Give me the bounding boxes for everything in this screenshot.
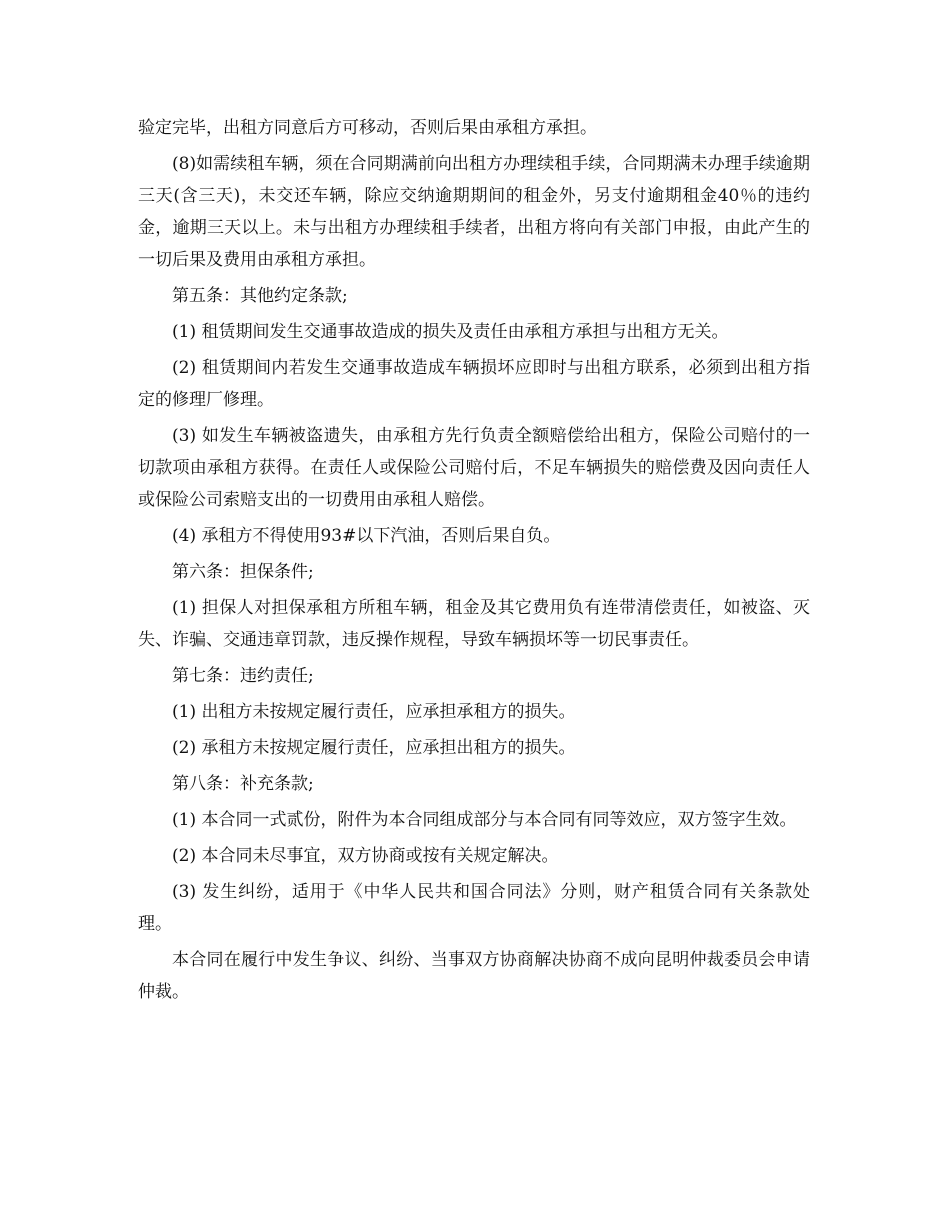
- paragraph-article-7-item-1: (1) 出租方未按规定履行责任，应承担承租方的损失。: [172, 702, 576, 722]
- paragraph-arbitration: 本合同在履行中发生争议、纠纷、当事双方协商解决协商不成向昆明仲裁委员会申请仲裁。: [138, 950, 810, 1002]
- heading-article-6: 第六条：担保条件;: [172, 562, 314, 582]
- document-page: [138, 112, 810, 1012]
- heading-article-5: 第五条：其他约定条款;: [172, 286, 348, 306]
- paragraph-continuation: 验定完毕，出租方同意后方可移动，否则后果由承租方承担。: [138, 118, 597, 138]
- paragraph-article-7-item-2: (2) 承租方未按规定履行责任，应承担出租方的损失。: [172, 738, 576, 758]
- heading-article-7: 第七条：违约责任;: [172, 666, 314, 686]
- paragraph-article-5-item-1: (1) 租赁期间发生交通事故造成的损失及责任由承租方承担与出租方无关。: [172, 322, 729, 342]
- paragraph-article-6-item-1: (1) 担保人对担保承租方所租车辆，租金及其它费用负有连带清偿责任，如被盗、灭失、诈骗、交通违章罚款，违反操作规程，导致车辆损坏等一切民事责任。: [138, 598, 810, 650]
- paragraph-article-8-item-2: (2) 本合同未尽事宜，双方协商或按有关规定解决。: [172, 846, 559, 866]
- paragraph-clause-8: (8)如需续租车辆，须在合同期满前向出租方办理续租手续，合同期满未办理手续逾期三天(含三天)，未交还车辆，除应交纳逾期期间的租金外，另支付逾期租金40％的违约金，逾期三天以上。未与出租方办理续租手续者，出租方将向有关部门申报，由此产生的一切后果及费用由承租方承担。: [138, 154, 810, 270]
- paragraph-article-5-item-3: (3) 如发生车辆被盗遗失，由承租方先行负责全额赔偿给出租方，保险公司赔付的一切款项由承租方获得。在责任人或保险公司赔付后，不足车辆损失的赔偿费及因向责任人或保险公司索赔支出的一切费用由承租人赔偿。: [138, 426, 810, 510]
- paragraph-article-5-item-2: (2) 租赁期间内若发生交通事故造成车辆损坏应即时与出租方联系，必须到出租方指定的修理厂修理。: [138, 358, 810, 410]
- paragraph-article-8-item-1: (1) 本合同一式贰份，附件为本合同组成部分与本合同有同等效应，双方签字生效。: [172, 810, 797, 830]
- paragraph-article-5-item-4: (4) 承租方不得使用93#以下汽油，否则后果自负。: [172, 526, 561, 546]
- heading-article-8: 第八条：补充条款;: [172, 774, 314, 794]
- paragraph-article-8-item-3: (3) 发生纠纷，适用于《中华人民共和国合同法》分则，财产租赁合同有关条款处理。: [138, 882, 810, 934]
